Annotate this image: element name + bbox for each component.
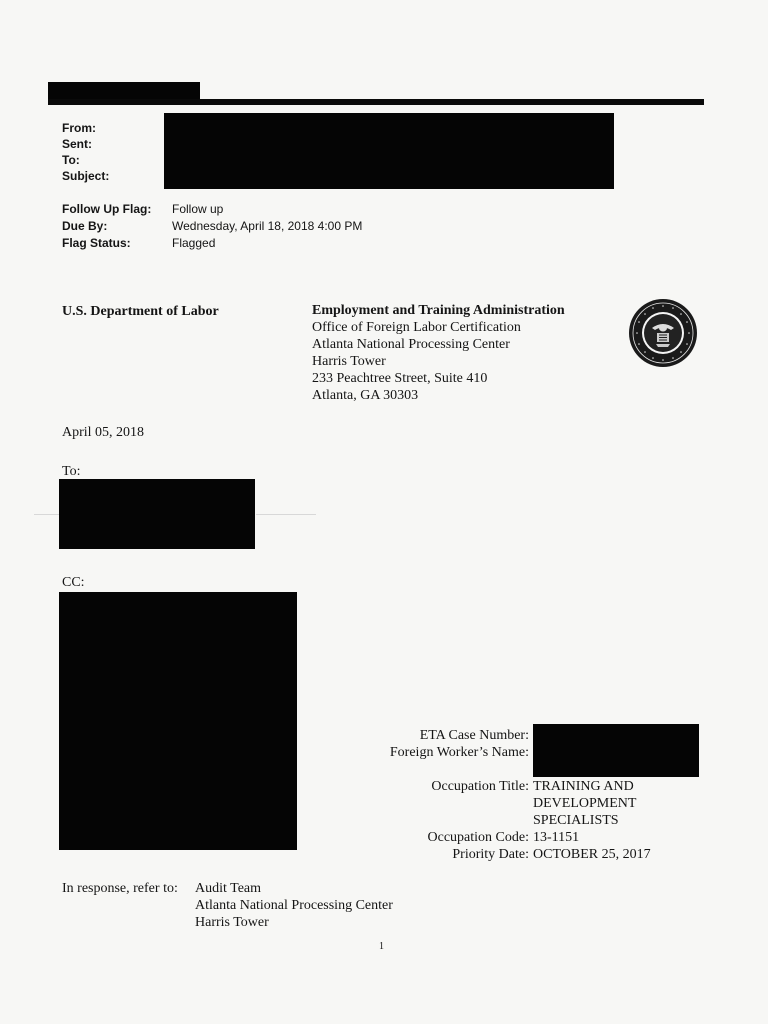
street-address: 233 Peachtree Street, Suite 410 <box>312 371 488 386</box>
response-address <box>195 880 393 931</box>
occupation-code-label: Occupation Code: <box>427 830 529 845</box>
letter-date: April 05, 2018 <box>62 425 145 440</box>
flag-status-value: Flagged <box>172 236 216 250</box>
priority-date-value: OCTOBER 25, 2017 <box>533 847 651 862</box>
occupation-title-value <box>533 778 636 829</box>
due-by-value: Wednesday, April 18, 2018 4:00 PM <box>172 219 363 233</box>
response-line-1: Audit Team <box>195 881 262 896</box>
subject-label: Subject: <box>62 169 110 183</box>
dol-seal-logo <box>628 298 698 368</box>
due-by-label: Due By: <box>62 219 108 233</box>
redacted-case-details <box>533 724 699 777</box>
redacted-cc-recipients <box>59 592 297 850</box>
occupation-code-value: 13-1151 <box>533 830 580 845</box>
to-label: To: <box>62 153 80 167</box>
eta-case-number-label: ETA Case Number: <box>419 728 529 743</box>
cc-label: CC: <box>62 575 85 590</box>
follow-up-flag-label: Follow Up Flag: <box>62 202 152 216</box>
building-name: Harris Tower <box>312 354 386 369</box>
city-address: Atlanta, GA 30303 <box>312 388 419 403</box>
priority-date-label: Priority Date: <box>452 847 529 862</box>
header-rule <box>48 99 704 105</box>
scan-line-right <box>256 514 316 515</box>
response-label: In response, refer to: <box>62 881 178 896</box>
redacted-email-fields <box>164 113 614 189</box>
letterhead-address <box>312 302 565 404</box>
redacted-recipient <box>59 479 255 549</box>
occupation-title-line-1: TRAINING AND <box>533 779 634 794</box>
admin-name: Employment and Training Administration <box>312 303 565 318</box>
flag-status-label: Flag Status: <box>62 236 131 250</box>
scan-line-left <box>34 514 59 515</box>
occupation-title-line-3: SPECIALISTS <box>533 813 619 828</box>
center-name: Atlanta National Processing Center <box>312 337 510 352</box>
occupation-title-line-2: DEVELOPMENT <box>533 796 637 811</box>
sent-label: Sent: <box>62 137 92 151</box>
follow-up-flag-value: Follow up <box>172 202 224 216</box>
occupation-title-label: Occupation Title: <box>431 779 529 794</box>
foreign-worker-label: Foreign Worker’s Name: <box>389 745 529 760</box>
letter-to-label: To: <box>62 464 81 479</box>
office-name: Office of Foreign Labor Certification <box>312 320 521 335</box>
department-name: U.S. Department of Labor <box>62 304 219 319</box>
response-line-3: Harris Tower <box>195 915 269 930</box>
from-label: From: <box>62 121 96 135</box>
response-line-2: Atlanta National Processing Center <box>195 898 393 913</box>
page-number: 1 <box>379 941 384 952</box>
